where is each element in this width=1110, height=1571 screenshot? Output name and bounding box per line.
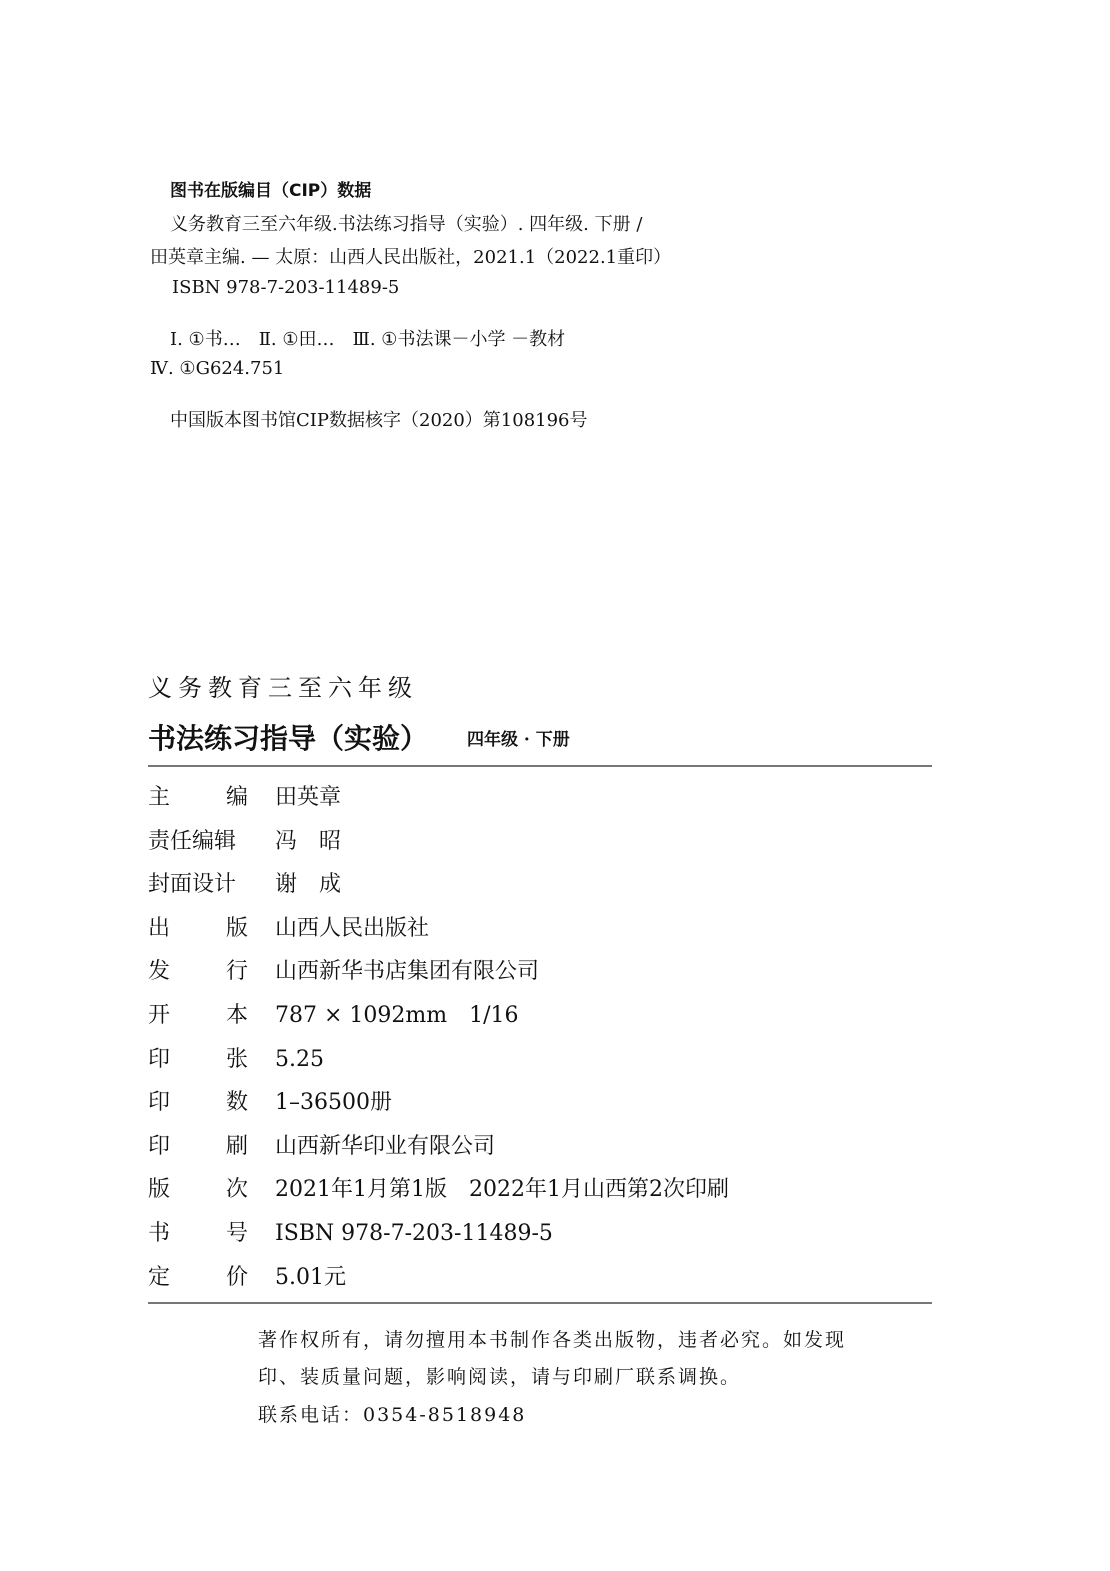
copyright-notice-2: 印、装质量问题，影响阅读，请与印刷厂联系调换。 [258, 1366, 742, 1388]
detail-label [148, 1088, 248, 1118]
detail-label-a: 版 [148, 1177, 171, 1203]
detail-label [148, 1175, 248, 1205]
detail-label [148, 1263, 248, 1293]
detail-label-a: 发 [148, 959, 171, 985]
cip-heading: 图书在版编目（CIP）数据 [170, 181, 372, 201]
detail-label [148, 1219, 248, 1249]
book-title: 书法练习指导（实验） [148, 722, 429, 755]
cip-line-1: 义务教育三至六年级.书法练习指导（实验）. 四年级. 下册 / [170, 214, 643, 235]
detail-value: 2021年1月第1版 2022年1月山西第2次印刷 [275, 1177, 729, 1203]
detail-value: 冯 昭 [275, 828, 342, 854]
detail-label-a: 书 [148, 1221, 171, 1246]
detail-label [148, 827, 248, 857]
detail-label-a: 出 [148, 915, 171, 941]
detail-label-a: 主 [148, 785, 171, 810]
detail-value: 山西人民出版社 [275, 915, 430, 941]
detail-value: 山西新华书店集团有限公司 [275, 959, 540, 985]
detail-value: 1–36500册 [275, 1090, 392, 1116]
detail-label-b: 号 [225, 1221, 248, 1246]
detail-label-b: 次 [225, 1177, 248, 1203]
detail-label-a: 印 [148, 1046, 171, 1072]
series-name: 义务教育三至六年级 [148, 674, 418, 702]
detail-label-b: 行 [225, 959, 248, 985]
cip-classification-1: Ⅰ. ①书… Ⅱ. ①田… Ⅲ. ①书法课－小学 －教材 [170, 329, 566, 350]
detail-label [148, 783, 248, 813]
detail-label [148, 957, 248, 987]
bottom-divider [148, 1302, 932, 1304]
detail-label-a: 印 [148, 1133, 171, 1159]
cip-verification: 中国版本图书馆CIP数据核字（2020）第108196号 [170, 410, 588, 431]
detail-label-b: 张 [225, 1046, 248, 1072]
detail-label [148, 1045, 248, 1075]
cip-line-2: 田英章主编. — 太原：山西人民出版社，2021.1（2022.1重印） [150, 247, 672, 268]
detail-label-b: 版 [225, 915, 248, 941]
cip-classification-2: Ⅳ. ①G624.751 [150, 358, 285, 379]
detail-value: 田英章 [275, 785, 342, 810]
detail-value: 787 × 1092mm 1/16 [275, 1003, 519, 1028]
detail-label [148, 914, 248, 944]
detail-label [148, 870, 248, 900]
copyright-notice-1: 著作权所有，请勿擅用本书制作各类出版物，违者必究。如发现 [258, 1329, 847, 1351]
detail-label [148, 1132, 248, 1162]
detail-label-b: 价 [225, 1264, 248, 1290]
detail-label-a: 定 [148, 1264, 171, 1290]
detail-value: 5.01元 [275, 1264, 346, 1290]
detail-value: 谢 成 [275, 872, 342, 898]
detail-label-b: 编 [225, 785, 248, 810]
top-divider [148, 765, 932, 767]
detail-label-a: 封面设计 [148, 872, 237, 898]
detail-label-a: 开 [148, 1003, 171, 1028]
detail-label-b: 刷 [225, 1133, 248, 1159]
detail-value: ISBN 978-7-203-11489-5 [275, 1221, 553, 1246]
detail-value: 5.25 [275, 1046, 324, 1072]
detail-label-b: 本 [225, 1003, 248, 1028]
detail-label [148, 1001, 248, 1031]
detail-label-b: 数 [225, 1090, 248, 1116]
detail-value: 山西新华印业有限公司 [275, 1133, 496, 1159]
grade-volume: 四年级 · 下册 [467, 730, 570, 750]
cip-isbn: ISBN 978-7-203-11489-5 [172, 277, 400, 298]
contact-phone: 联系电话：0354-8518948 [258, 1404, 527, 1426]
detail-label-a: 责任编辑 [148, 828, 237, 854]
detail-label-a: 印 [148, 1090, 171, 1116]
